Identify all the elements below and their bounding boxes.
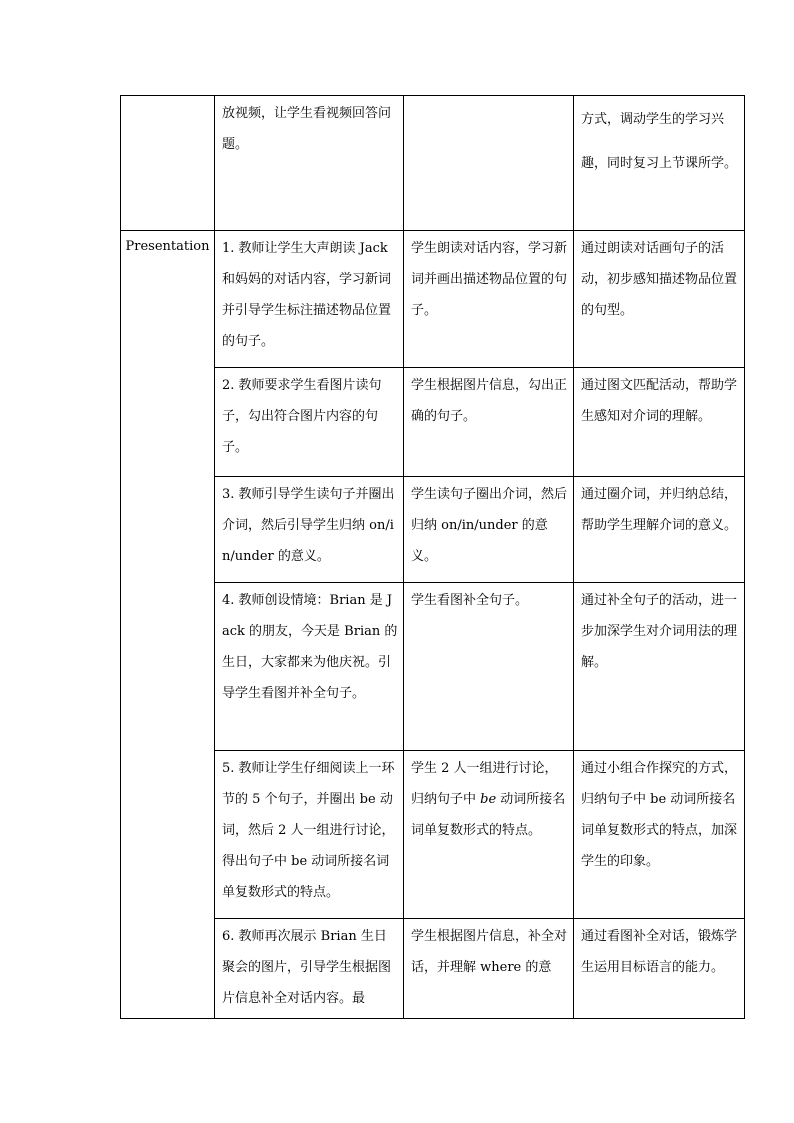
- student-activity-cell: 学生根据图片信息，勾出正确的句子。: [404, 368, 574, 477]
- table-row: [121, 751, 745, 919]
- teacher-activity-cell: 6. 教师再次展示 Brian 生日聚会的图片，引导学生根据图片信息补全对话内容。最: [215, 919, 404, 1019]
- teacher-activity-cell: 放视频，让学生看视频回答问题。: [215, 96, 404, 231]
- design-purpose-cell: 通过图文匹配活动，帮助学生感知对介词的理解。: [574, 368, 745, 477]
- student-activity-cell: [404, 96, 574, 231]
- table-row: [121, 477, 745, 583]
- teacher-activity-cell: 5. 教师让学生仔细阅读上一环节的 5 个句子，并圈出 be 动词，然后 2 人一组进行讨论，得出句子中 be 动词所接名词单复数形式的特点。: [215, 751, 404, 919]
- teacher-activity-cell: 2. 教师要求学生看图片读句子，勾出符合图片内容的句子。: [215, 368, 404, 477]
- student-activity-cell: 学生 2 人一组进行讨论，归纳句子中 be 动词所接名词单复数形式的特点。: [404, 751, 574, 919]
- design-purpose-cell: 通过朗读对话画句子的活动，初步感知描述物品位置的句型。: [574, 231, 745, 368]
- teacher-activity-cell: 1. 教师让学生大声朗读 Jack 和妈妈的对话内容，学习新词并引导学生标注描述物品位置的句子。: [215, 231, 404, 368]
- design-purpose-cell: 通过圈介词，并归纳总结，帮助学生理解介词的意义。: [574, 477, 745, 583]
- design-purpose-cell: 通过小组合作探究的方式，归纳句子中 be 动词所接名词单复数形式的特点，加深学生的印象。: [574, 751, 745, 919]
- table-row: [121, 231, 745, 368]
- student-activity-cell: 学生看图补全句子。: [404, 583, 574, 751]
- student-activity-cell: 学生根据图片信息，补全对话，并理解 where 的意: [404, 919, 574, 1019]
- student-activity-cell: 学生朗读对话内容，学习新词并画出描述物品位置的句子。: [404, 231, 574, 368]
- stage-label: Presentation: [125, 239, 210, 254]
- student-activity-cell: 学生读句子圈出介词，然后归纳 on/in/under 的意义。: [404, 477, 574, 583]
- teacher-activity-cell: 4. 教师创设情境：Brian 是 Jack 的朋友，今天是 Brian 的生日，大家都来为他庆祝。引导学生看图并补全句子。: [215, 583, 404, 751]
- stage-cell-presentation: [121, 231, 215, 1019]
- table-row: [121, 368, 745, 477]
- stage-cell-empty: [121, 96, 215, 231]
- design-purpose-cell: 方式，调动学生的学习兴趣，同时复习上节课所学。: [574, 96, 745, 231]
- table-row: [121, 96, 745, 231]
- lesson-plan-table: [120, 95, 745, 1019]
- table-row: [121, 919, 745, 1019]
- design-purpose-cell: 通过看图补全对话，锻炼学生运用目标语言的能力。: [574, 919, 745, 1019]
- teacher-activity-cell: 3. 教师引导学生读句子并圈出介词，然后引导学生归纳 on/in/under 的意义。: [215, 477, 404, 583]
- design-purpose-cell: 通过补全句子的活动，进一步加深学生对介词用法的理解。: [574, 583, 745, 751]
- table-row: [121, 583, 745, 751]
